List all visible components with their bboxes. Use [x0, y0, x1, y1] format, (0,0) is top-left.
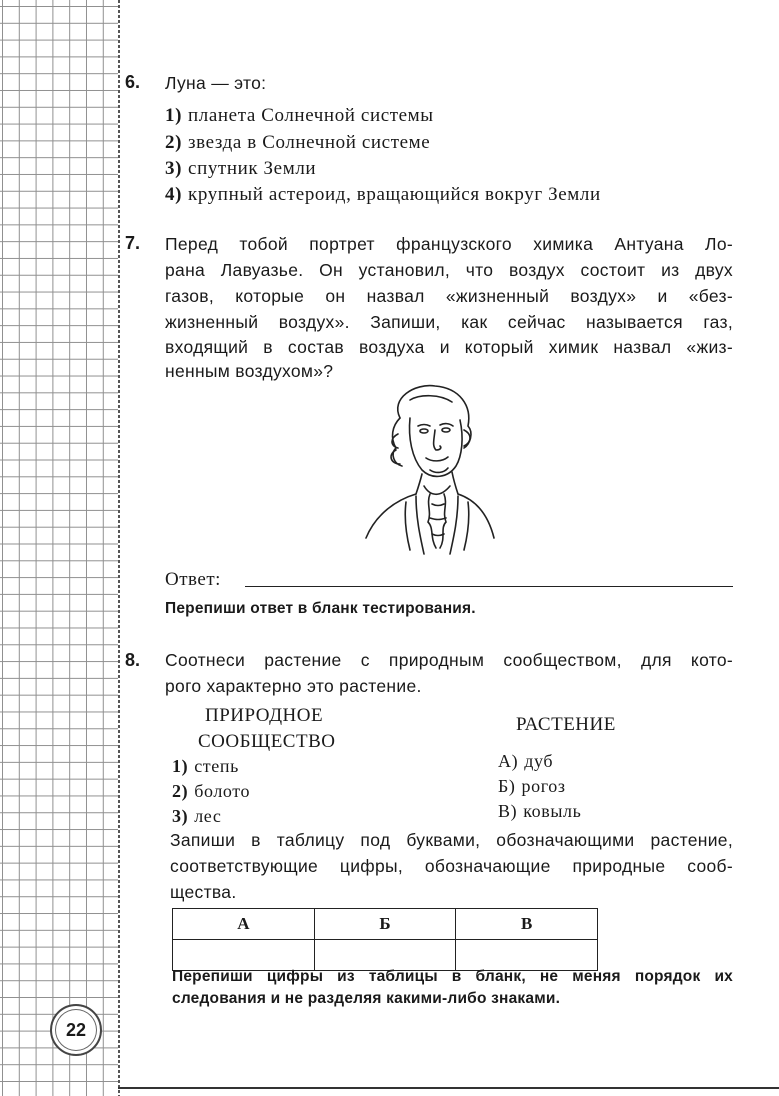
plants-header: РАСТЕНИЕ	[516, 714, 616, 735]
question-7-line-4: жизненный воздух». Запиши, как сейчас называется газ,	[165, 312, 733, 332]
margin-divider	[118, 0, 120, 1096]
answer-cell-c[interactable]	[456, 940, 598, 971]
community-2: 2) болото	[172, 781, 251, 801]
question-8-line-2: рого характерно это растение.	[165, 676, 422, 696]
answer-cell-b[interactable]	[314, 940, 456, 971]
answer-table	[172, 908, 598, 971]
instruction-line-3: щества.	[170, 882, 237, 902]
instruction-line-2: соответствующие цифры, обозначающие природные сооб-	[170, 856, 733, 876]
page-bottom-rule	[118, 1087, 779, 1089]
question-7-number: 7.	[125, 233, 141, 253]
question-7-line-3: газов, которые он назвал «жизненный воздух» и «без-	[165, 286, 733, 306]
plant-a: А) дуб	[498, 751, 554, 771]
page-number: 22	[50, 1004, 102, 1056]
question-7-note: Перепиши ответ в бланк тестирования.	[165, 600, 476, 617]
lavoisier-portrait	[360, 378, 500, 558]
question-6-text: Луна — это:	[165, 73, 267, 93]
question-6-option-3: 3) спутник Земли	[165, 158, 317, 179]
answer-table-header-row	[173, 909, 598, 940]
answer-field[interactable]	[245, 586, 733, 587]
final-note-line-2: следования и не разделяя какими-либо знаками.	[172, 990, 561, 1007]
plant-b: Б) рогоз	[498, 776, 566, 796]
answer-cell-a[interactable]	[173, 940, 315, 971]
table-header-c: В	[456, 909, 598, 940]
final-note-line-1: Перепиши цифры из таблицы в бланк, не меняя порядок их	[172, 968, 733, 985]
question-7-line-5: входящий в состав воздуха и который химик назвал «жиз-	[165, 337, 733, 357]
plant-c: В) ковыль	[498, 801, 582, 821]
question-8-number: 8.	[125, 650, 141, 670]
community-1: 1) степь	[172, 756, 239, 776]
table-header-b: Б	[314, 909, 456, 940]
community-3: 3) лес	[172, 806, 222, 826]
instruction-line-1: Запиши в таблицу под буквами, обозначающими растение,	[170, 830, 733, 850]
question-8-line-1: Соотнеси растение с природным сообществом, для кото-	[165, 650, 733, 670]
question-6-number: 6.	[125, 72, 141, 92]
question-6-option-2: 2) звезда в Солнечной системе	[165, 132, 431, 153]
answer-table-input-row	[173, 940, 598, 971]
question-7-line-2: рана Лавуазье. Он установил, что воздух состоит из двух	[165, 260, 733, 280]
graph-paper-margin	[0, 0, 118, 1096]
question-6-option-1: 1) планета Солнечной системы	[165, 105, 434, 126]
communities-header-2: СООБЩЕСТВО	[198, 731, 336, 752]
table-header-a: А	[173, 909, 315, 940]
answer-label: Ответ:	[165, 569, 221, 590]
question-6-option-4: 4) крупный астероид, вращающийся вокруг Земли	[165, 184, 601, 205]
question-7-line-1: Перед тобой портрет французского химика Антуана Ло-	[165, 234, 733, 254]
question-7-line-6: ненным воздухом»?	[165, 361, 334, 381]
communities-header-1: ПРИРОДНОЕ	[205, 705, 324, 726]
